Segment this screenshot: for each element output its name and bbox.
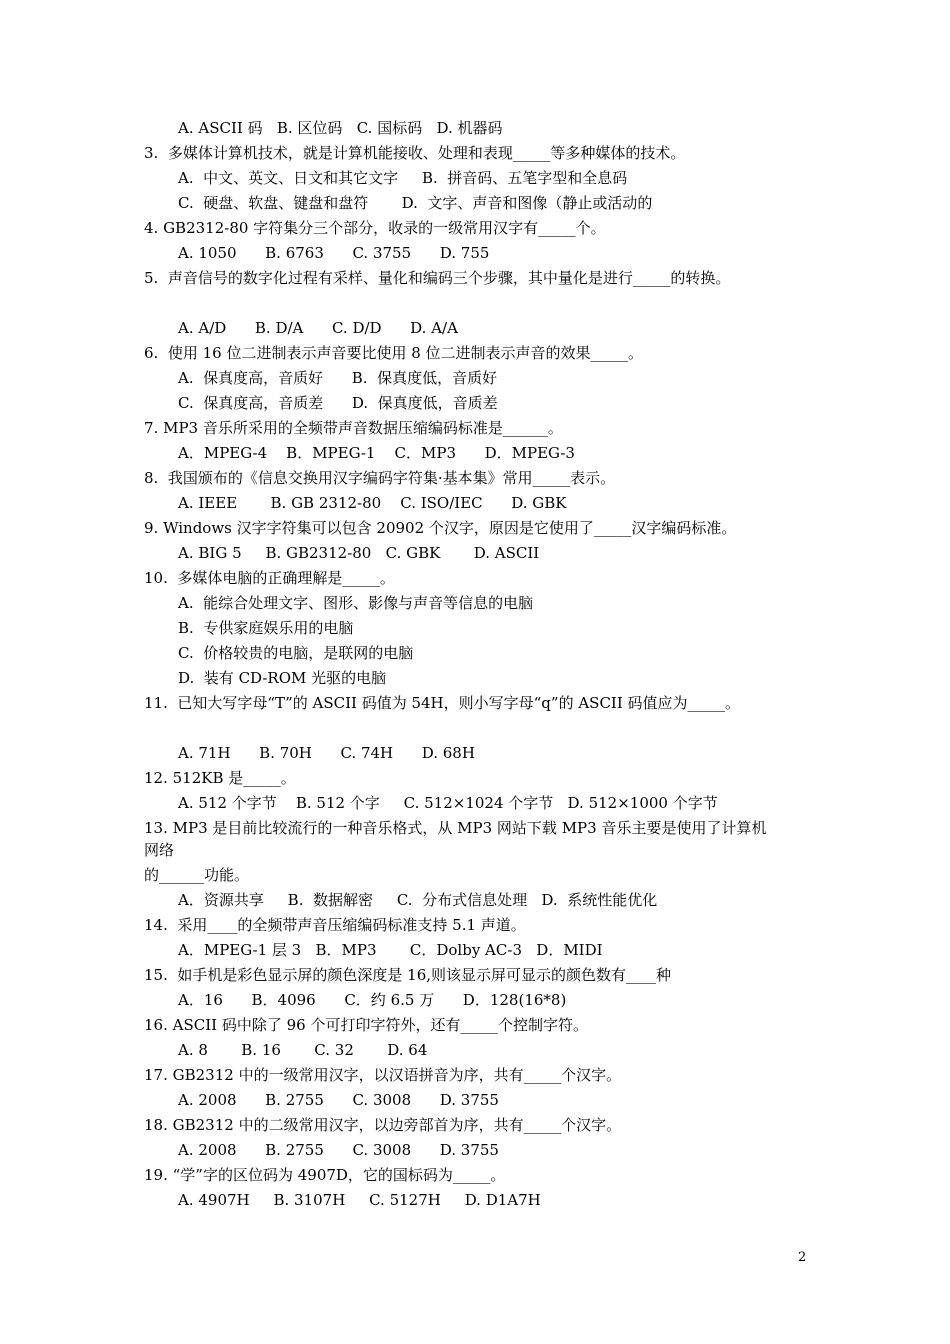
question-line: 16. ASCII 码中除了 96 个可打印字符外，还有_____个控制字符。 [144,1016,588,1034]
question-line: 19. “学”字的区位码为 4907D，它的国标码为_____。 [144,1166,506,1184]
option-line: A. 2008 B. 2755 C. 3008 D. 3755 [178,1091,499,1109]
question-line: 12. 512KB 是_____。 [144,769,296,787]
option-line: C. 价格较贵的电脑，是联网的电脑 [178,644,414,662]
option-line: A. 保真度高，音质好 B. 保真度低，音质好 [178,369,498,387]
option-line: A. 512 个字节 B. 512 个字 C. 512×1024 个字节 D. 512×1000 个字节 [178,794,718,812]
question-line: 9. Windows 汉字字符集可以包含 20902 个汉字，原因是它使用了_____汉字编码标准。 [144,519,737,537]
question-line: 6. 使用 16 位二进制表示声音要比使用 8 位二进制表示声音的效果_____。 [144,344,644,362]
option-line: A．16 B．4096 C．约 6.5 万 D．128(16*8) [178,991,567,1009]
question-line: 3. 多媒体计算机技术，就是计算机能接收、处理和表现_____等多种媒体的技术。 [144,144,686,162]
option-line: B. 专供家庭娱乐用的电脑 [178,619,354,637]
question-line: 14. 采用____的全频带声音压缩编码标准支持 5.1 声道。 [144,916,526,934]
option-line: A. 2008 B. 2755 C. 3008 D. 3755 [178,1141,499,1159]
option-line: A. 中文、英文、日文和其它文字 B. 拼音码、五笔字型和全息码 [178,169,628,187]
question-line: 10. 多媒体电脑的正确理解是_____。 [144,569,395,587]
option-line: A．资源共享 B. 数据解密 C. 分布式信息处理 D. 系统性能优化 [178,891,658,909]
question-line: 15. 如手机是彩色显示屏的颜色深度是 16,则该显示屏可显示的颜色数有____种 [144,966,672,984]
question-line: 5. 声音信号的数字化过程有采样、量化和编码三个步骤，其中量化是进行_____的转换。 [144,269,731,287]
option-line: C. 保真度高，音质差 D. 保真度低，音质差 [178,394,498,412]
option-line: A. 71H B. 70H C. 74H D. 68H [178,744,475,762]
question-line: 18. GB2312 中的二级常用汉字，以边旁部首为序，共有_____个汉字。 [144,1116,622,1134]
question-line: 7. MP3 音乐所采用的全频带声音数据压缩编码标准是______。 [144,419,563,437]
option-line: A. A/D B. D/A C. D/D D. A/A [178,319,458,337]
option-line: A. 1050 B. 6763 C. 3755 D. 755 [178,244,490,262]
option-line: A. BIG 5 B. GB2312-80 C. GBK D. ASCII [178,544,540,562]
question-line: 17. GB2312 中的一级常用汉字，以汉语拼音为序，共有_____个汉字。 [144,1066,622,1084]
option-line: A．MPEG-1 层 3 B．MP3 C．Dolby AC-3 D．MIDI [178,941,603,959]
option-line: A. ASCII 码 B. 区位码 C. 国标码 D. 机器码 [178,119,503,137]
question-line: 4. GB2312-80 字符集分三个部分，收录的一级常用汉字有_____个。 [144,219,606,237]
option-line: A. IEEE B. GB 2312-80 C. ISO/IEC D. GBK [178,494,567,512]
option-line: A. 8 B. 16 C. 32 D. 64 [178,1041,428,1059]
question-line: 11. 已知大写字母“T”的 ASCII 码值为 54H，则小写字母“q”的 ASCII 码值应为_____。 [144,694,741,712]
option-line: D. 装有 CD-ROM 光驱的电脑 [178,669,387,687]
page-number: 2 [798,1250,807,1265]
option-line: A. 能综合处理文字、图形、影像与声音等信息的电脑 [178,594,534,612]
question-line: 的______功能。 [144,866,250,884]
option-line: A. 4907H B. 3107H C. 5127H D. D1A7H [178,1191,541,1209]
question-line: 13. MP3 是目前比较流行的一种音乐格式，从 MP3 网站下载 MP3 音乐主要是使用了计算机 [144,819,767,837]
option-line: C. 硬盘、软盘、键盘和盘符 D. 文字、声音和图像（静止或活动的 [178,194,653,212]
question-line: 8. 我国颁布的《信息交换用汉字编码字符集·基本集》常用_____表示。 [144,469,616,487]
option-line: A．MPEG-4 B．MPEG-1 C．MP3 D．MPEG-3 [178,444,575,462]
question-line: 网络 [144,841,175,859]
